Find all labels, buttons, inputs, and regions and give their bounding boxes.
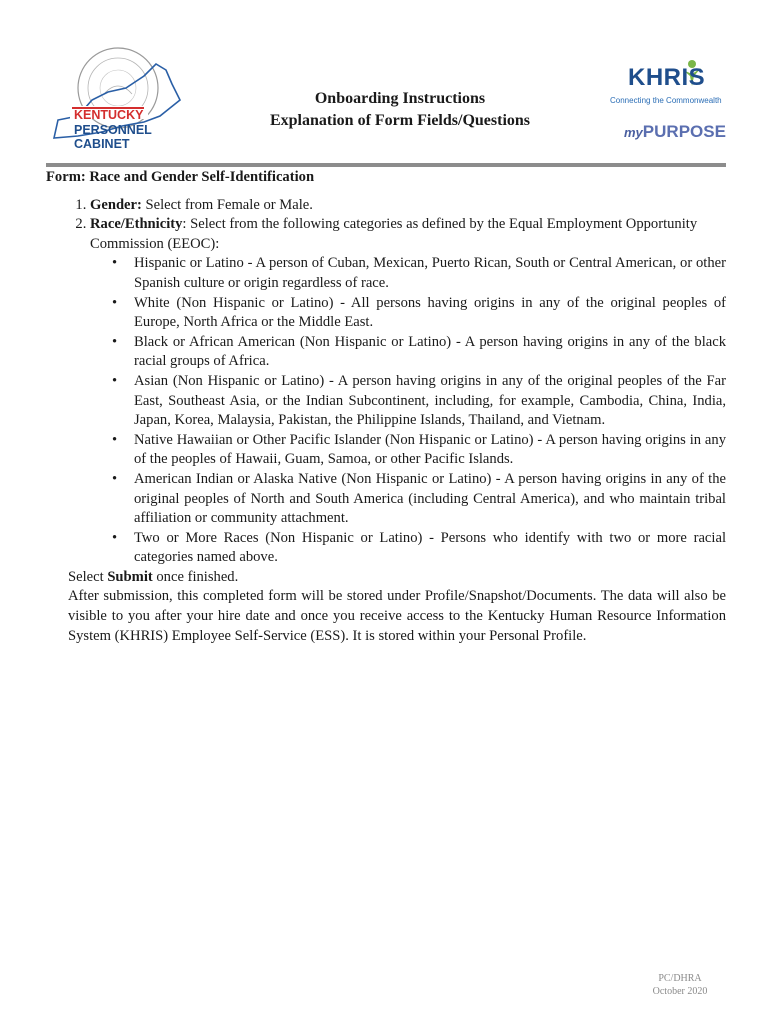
race-category-item: • Two or More Races (Non Hispanic or Latino) - Persons who identify with two or more racial categories named above. [112,529,726,568]
header-divider [46,163,726,167]
mypurpose-my: my [624,125,643,140]
logo-text-personnel: PERSONNEL [74,123,152,137]
after-submission-paragraph: After submission, this completed form will be stored under Profile/Snapshot/Documents. The data will also be visible to you after your hire date and once you receive access to the Kentucky Human Resource Information System (KHRIS) Employee Self-Service (ESS). It is stored within your Personal Profile. [68,588,726,644]
race-category-item: • Hispanic or Latino - A person of Cuban, Mexican, Puerto Rican, South or Central American, or other Spanish culture or origin regardless of race. [112,254,726,293]
race-category-item: • Native Hawaiian or Other Pacific Islander (Non Hispanic or Latino) - A person having origins in any of the peoples of Hawaii, Guam, Samoa, or other Pacific Islands. [112,431,726,470]
mypurpose-wordmark [624,122,726,142]
form-heading: Form: Race and Gender Self-Identification [46,169,315,185]
khris-wordmark: KHRIS [628,64,706,91]
field-label-race-ethnicity: Race/Ethnicity [90,216,183,233]
race-category-item: • White (Non Hispanic or Latino) - All persons having origins in any of the original peoples of Europe, North Africa or the Middle East. [112,294,726,333]
race-category-item: • Asian (Non Hispanic or Latino) - A person having origins in any of the original peoples of the Far East, Southeast Asia, or the Indian Subcontinent, including, for example, Cambodia, China, India, Japan, Korea, Malaysia, Pakistan, the Philippine Islands, Thailand, and Vietnam. [112,372,726,431]
page-footer [620,972,740,998]
field-text-gender: Select from Female or Male. [141,196,313,213]
select-suffix: once finished. [152,568,239,585]
field-item-race-ethnicity [90,215,726,568]
select-prefix: Select [68,568,108,585]
khris-mypurpose-logo [604,64,734,154]
title-line-1: Onboarding Instructions [314,90,486,107]
kentucky-personnel-cabinet-logo [48,42,188,154]
race-category-list [90,254,726,568]
select-submit-instruction [46,568,726,588]
footer-date: October 2020 [652,986,708,997]
mypurpose-purpose: PURPOSE [642,122,726,141]
race-category-item: • American Indian or Alaska Native (Non Hispanic or Latino) - A person having origins in any of the original peoples of North and South America (including Central America), and who maintain tribal affiliation or community attachment. [112,470,726,529]
field-list [46,196,726,568]
race-category-item: • Black or African American (Non Hispanic or Latino) - A person having origins in any of the black racial groups of Africa. [112,333,726,372]
field-item-gender [90,196,726,216]
title-line-2: Explanation of Form Fields/Questions [269,112,531,129]
kentucky-seal-map-icon [48,42,188,154]
logo-text-kentucky: KENTUCKY [74,108,144,122]
footer-org: PC/DHRA [658,973,702,984]
field-text-race-ethnicity: : Select from the following categories as defined by the Equal Employment Opportunity Commission (EEOC): [90,216,698,252]
page-title [220,88,580,132]
document-body [46,168,726,646]
field-label-gender: Gender: [90,196,142,213]
khris-tagline: Connecting the Commonwealth [610,96,722,105]
logo-text-cabinet: CABINET [74,137,130,151]
submit-keyword: Submit [107,568,153,585]
